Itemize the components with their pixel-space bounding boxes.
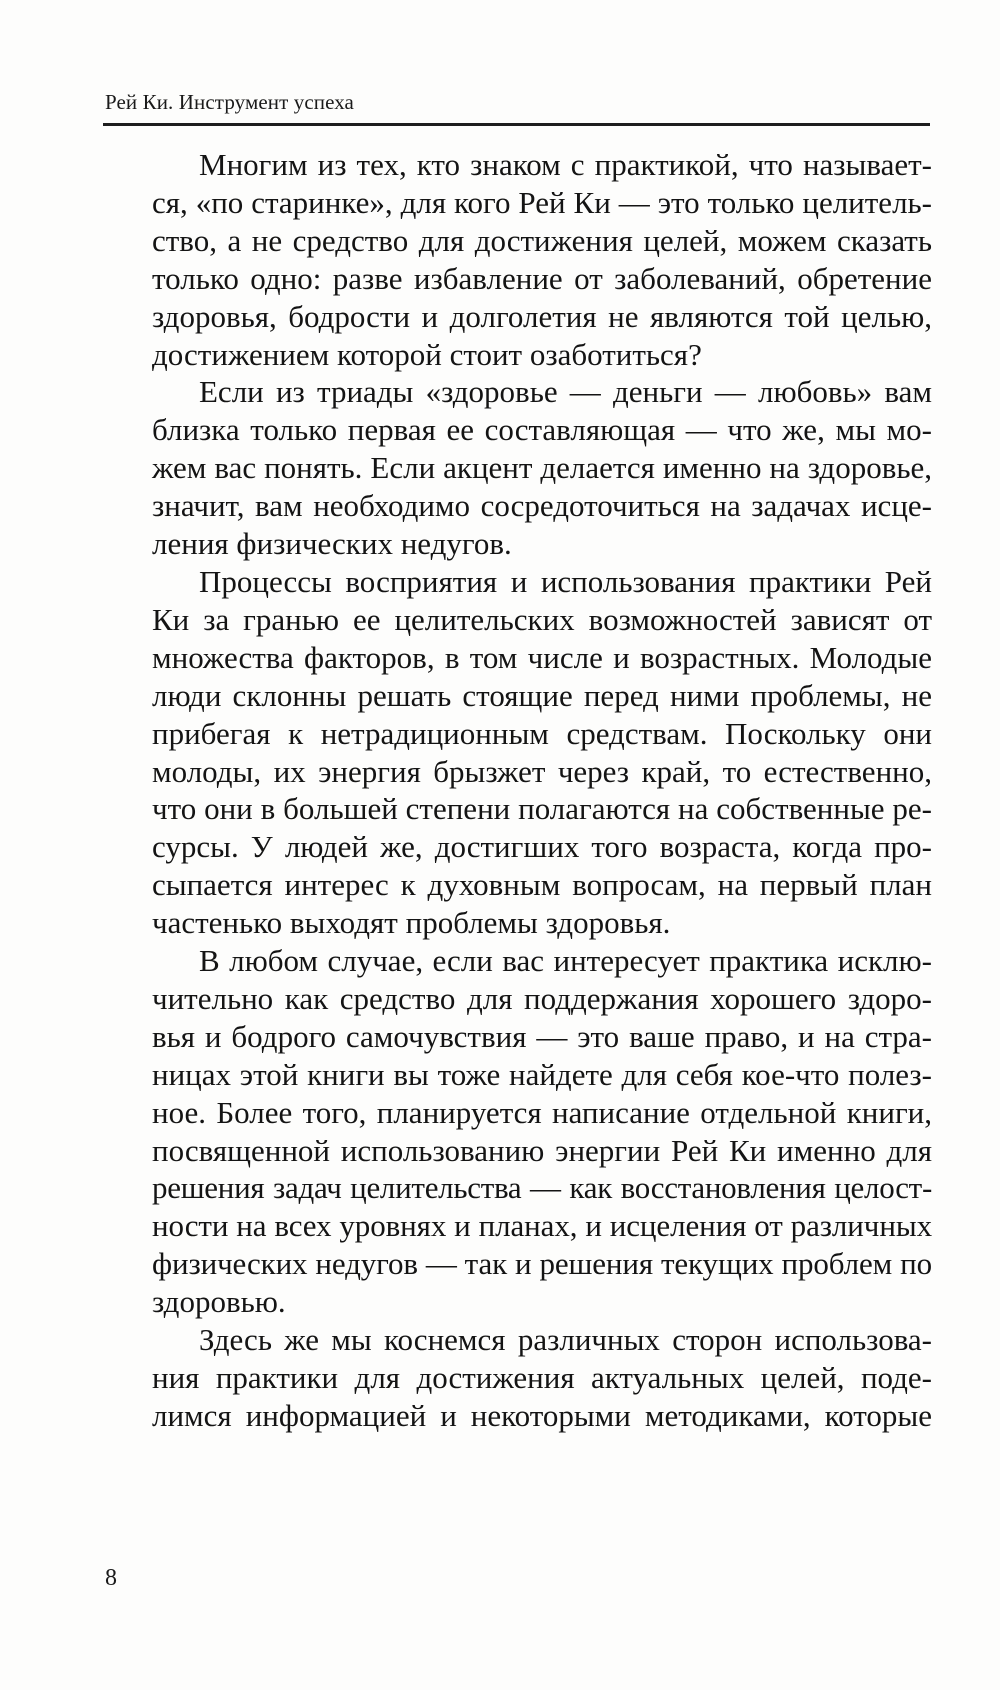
body-text <box>105 146 932 1435</box>
text-line: ности на всех уровнях и планах, и исцеления от различных <box>152 1208 932 1244</box>
paragraph <box>105 942 932 1321</box>
text-line: Здесь же мы коснемся различных сторон использова- <box>199 1322 932 1358</box>
text-line: Процессы восприятия и использования практики Рей <box>199 563 932 599</box>
text-line: Если из триады «здоровье — деньги — любовь» вам <box>199 374 932 410</box>
paragraph <box>105 563 932 942</box>
text-line: решения задач целительства — как восстановления целост- <box>152 1170 932 1206</box>
header-rule <box>103 123 930 126</box>
text-line: чительно как средство для поддержания хорошего здоро- <box>152 980 932 1016</box>
paragraph <box>105 373 932 563</box>
text-line: здоровья, бодрости и долголетия не являются той целью, <box>152 298 932 334</box>
text-line: ство, а не средство для достижения целей, можем сказать <box>152 222 932 258</box>
text-line: ся, «по старинке», для кого Рей Ки — это только целитель- <box>152 184 932 220</box>
text-line: ницах этой книги вы тоже найдете для себя кое-что полез- <box>152 1056 932 1092</box>
text-line: сурсы. У людей же, достигших того возраста, когда про- <box>152 829 932 865</box>
text-line: посвященной использованию энергии Рей Ки именно для <box>152 1132 932 1168</box>
text-line: жем вас понять. Если акцент делается именно на здоровье, <box>152 450 932 486</box>
running-header-title: Рей Ки. Инструмент успеха <box>105 90 354 114</box>
text-line: ное. Более того, планируется написание отдельной книги, <box>152 1094 932 1130</box>
paragraph <box>105 146 932 373</box>
text-line: физических недугов — так и решения текущих проблем по <box>152 1246 932 1282</box>
text-line: достижением которой стоит озаботиться? <box>152 336 702 372</box>
text-line: что они в большей степени полагаются на собственные ре- <box>152 791 932 827</box>
text-line: частенько выходят проблемы здоровья. <box>152 905 671 941</box>
paragraph <box>105 1321 932 1435</box>
text-line: молоды, их энергия брызжет через край, то естественно, <box>152 753 932 789</box>
text-line: Ки за гранью ее целительских возможностей зависят от <box>152 601 932 637</box>
text-line: близка только первая ее составляющая — что же, мы мо- <box>152 412 932 448</box>
page-number: 8 <box>105 1565 117 1591</box>
text-line: лимся информацией и некоторыми методиками, которые <box>152 1397 932 1433</box>
text-line: Многим из тех, кто знаком с практикой, что называет- <box>199 147 932 182</box>
text-line: сыпается интерес к духовным вопросам, на первый план <box>152 867 932 903</box>
text-line: только одно: разве избавление от заболеваний, обретение <box>152 260 932 296</box>
text-line: значит, вам необходимо сосредоточиться на задачах исце- <box>152 488 932 524</box>
text-line: В любом случае, если вас интересует практика исклю- <box>199 943 932 979</box>
text-line: здоровью. <box>152 1284 286 1320</box>
text-line: ния практики для достижения актуальных целей, поде- <box>152 1360 932 1395</box>
text-line: люди склонны решать стоящие перед ними проблемы, не <box>152 677 932 713</box>
text-line: вья и бодрого самочувствия — это ваше право, и на стра- <box>152 1018 932 1054</box>
text-line: ления физических недугов. <box>152 526 512 562</box>
text-line: множества факторов, в том числе и возрастных. Молодые <box>152 639 932 675</box>
text-line: прибегая к нетрадиционным средствам. Поскольку они <box>152 715 932 751</box>
